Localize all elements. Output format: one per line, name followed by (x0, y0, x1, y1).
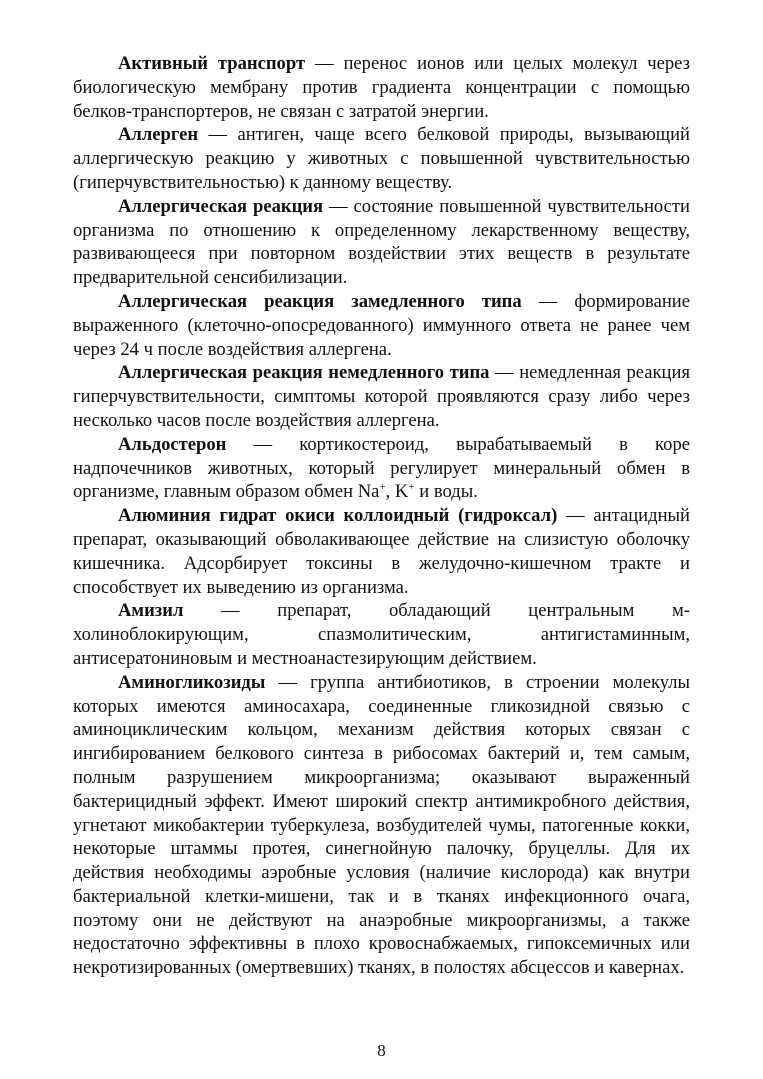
superscript-plus: + (379, 481, 386, 494)
entry-term: Алюминия гидрат окиси коллоидный (гидроксал) (118, 505, 558, 527)
superscript-plus: + (408, 481, 415, 494)
entry-definition-tail: и воды. (414, 481, 478, 503)
entry-definition-mid: , K (385, 481, 409, 503)
entry-term: Альдостерон (118, 433, 227, 455)
entry-definition: — антацидный препарат, оказывающий обволакивающее действие на слизистую оболочку кишечника. Адсорбирует токсины в желудочно-кишечном тракте и способствует их выведению из организма. (73, 505, 690, 598)
glossary-entry (73, 361, 690, 432)
entry-definition: — группа антибиотиков, в строении молекулы которых имеются аминосахара, соединенные гликозидной связью с аминоциклическим кольцом, механизм действия которых связан с ингибированием белкового синтеза в рибосомах бактерий и, тем самым, полным разрушением микроорганизма; оказывают выраженный бактерицидный эффект. Имеют широкий спектр антимикробного действия, угнетают микобактерии туберкулеза, возбудителей чумы, патогенные кокки, некоторые штаммы протея, синегнойную палочку, бруцеллы. Для их действия необходимы аэробные условия (наличие кислорода) как внутри бактериальной клетки-мишени, так и в тканях инфекционного очага, поэтому они не действуют на анаэробные микроорганизмы, а также недостаточно эффективны в плохо кровоснабжаемых, гипоксемичных или некротизированных (омертвевших) тканях, в полостях абсцессов и кавернах. (73, 671, 690, 979)
glossary-entry (73, 433, 690, 504)
entry-term: Аллерген (118, 124, 199, 146)
glossary-entry (73, 504, 690, 599)
entry-definition: — кортикостероид, вырабатываемый в коре надпочечников животных, который регулирует минеральный обмен в организме, главным образом обмен Na (73, 433, 690, 503)
entry-definition: — немедленная реакция гиперчувствительности, симптомы которой проявляются сразу либо через несколько часов после воздействия аллергена. (73, 362, 690, 431)
glossary-entry (73, 123, 690, 194)
entry-definition: — препарат, обладающий центральным м-холиноблокирующим, спазмолитическим, антигистаминным, антисератониновым и местноанастезирующим действием. (73, 600, 690, 669)
glossary-entry (73, 52, 690, 123)
page-number: 8 (377, 1041, 386, 1060)
entry-definition: — перенос ионов или целых молекул через биологическую мембрану против градиента концентрации с помощью белков-транспортеров, не связан с затратой энергии. (73, 53, 690, 122)
page-content (73, 52, 690, 980)
entry-term: Амизил (118, 600, 184, 622)
glossary-entry (73, 195, 690, 290)
entry-definition: — состояние повышенной чувствительности организма по отношению к определенному лекарственному веществу, развивающееся при повторном воздействии этих веществ в результате предварительной сенсибилизации. (73, 195, 690, 289)
glossary-entry (73, 290, 690, 361)
glossary-entry (73, 599, 690, 670)
entry-definition: — антиген, чаще всего белковой природы, вызывающий аллергическую реакцию у животных с повышенной чувствительностью (гиперчувствительностью) к данному веществу. (73, 124, 690, 193)
glossary-entry (73, 671, 690, 980)
entry-term: Аллергическая реакция замедленного типа (118, 290, 522, 312)
entry-term: Аминогликозиды (118, 671, 266, 693)
entry-term: Аллергическая реакция (118, 195, 324, 217)
entry-term: Активный транспорт (118, 53, 306, 74)
entry-definition: — формирование выраженного (клеточно-опосредованного) иммунного ответа не ранее чем через 24 ч после воздействия аллергена. (73, 290, 690, 360)
entry-term: Аллергическая реакция немедленного типа (118, 362, 490, 384)
